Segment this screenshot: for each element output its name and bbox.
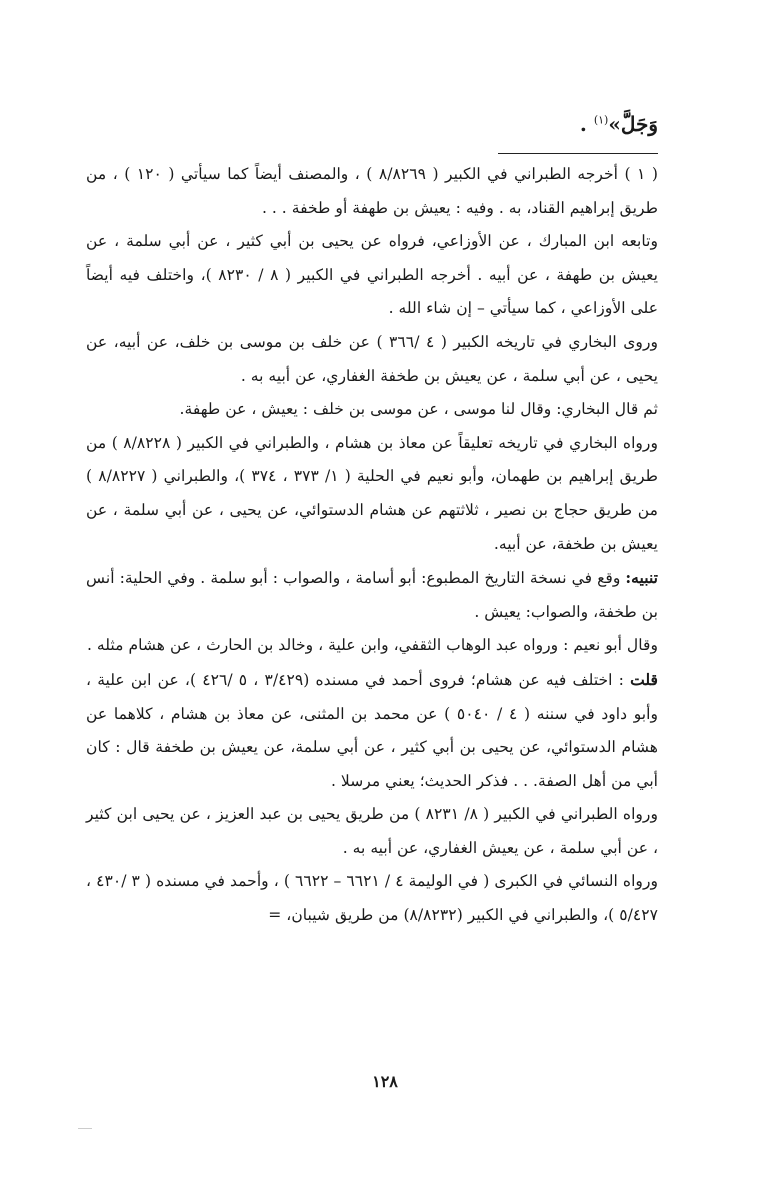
paragraph-lead: قلت — [630, 669, 659, 689]
paragraph-lead: تنبيه: — [625, 568, 658, 588]
footnote-paragraph — [86, 629, 658, 663]
footnote-paragraph — [86, 393, 658, 427]
paragraph-text: وقال أبو نعيم : ورواه عبد الوهاب الثقفي، وابن علية ، وخالد بن الحارث ، عن هشام مثله . — [87, 636, 658, 655]
footnote-separator — [498, 153, 658, 154]
paragraph-text: : اختلف فيه عن هشام؛ فروى أحمد في مسنده (٣/٤٢٩ ، ٥ /٤٢٦ )، عن ابن علية ، وأبو داود في سننه ( ٤ / ٥٠٤٠ ) عن محمد بن المثنى، عن معاذ بن هشام ، كلاهما عن هشام الدستوائي، عن يحيى بن أبي كثير ، عن أبي سلمة، عن يعيش بن طخفة قال : كان أبي من أهل الصفة. . . فذكر الحديث؛ يعني مرسلا . — [86, 670, 658, 790]
paragraph-text: ورواه الطبراني في الكبير ( ٨/ ٨٢٣١ ) من طريق يحيى بن عبد العزيز ، عن يحيى ابن كثير ، عن أبي سلمة ، عن يعيش الغفاري، عن أبيه به . — [86, 805, 658, 857]
paragraph-text: وروى البخاري في تاريخه الكبير ( ٤ /٣٦٦ ) عن خلف بن موسى بن خلف، عن أبيه، عن يحيى ، عن أبي سلمة ، عن يعيش بن طخفة الغفاري، عن أبيه به . — [86, 332, 659, 385]
footnote-paragraph — [86, 798, 658, 865]
footnote-paragraph — [86, 663, 658, 798]
main-text-end: . — [579, 112, 587, 136]
paragraph-text: ورواه النسائي في الكبرى ( في الوليمة ٤ / ٦٦٢١ – ٦٦٢٢ ) ، وأحمد في مسنده ( ٣ /٤٣٠ ، ٥/٤٢٧ )، والطبراني في الكبير (٨/٨٢٣٢) من طريق شيبان، = — [86, 872, 659, 925]
main-text-line — [580, 112, 658, 136]
paragraph-text: وقع في نسخة التاريخ المطبوع: أبو أسامة ، والصواب : أبو سلمة . وفي الحلية: أنس بن طخفة، والصواب: يعيش . — [86, 569, 658, 621]
paragraph-text: وتابعه ابن المبارك ، عن الأوزاعي، فرواه عن يحيى بن أبي كثير ، عن أبي سلمة ، عن يعيش بن طهفة ، عن أبيه . أخرجه الطبراني في الكبير ( ٨ / ٨٢٣٠ )، واختلف فيه أيضاً على الأوزاعي ، كما سيأتي – إن شاء الله . — [86, 232, 658, 318]
margin-mark — [78, 1128, 92, 1129]
main-text: وَجَلَّ» — [608, 112, 658, 136]
footnote-paragraph — [86, 326, 658, 393]
paragraph-text: ثم قال البخاري: وقال لنا موسى ، عن موسى بن خلف : يعيش ، عن طهفة. — [179, 400, 658, 419]
footnote-paragraph — [86, 427, 658, 561]
footnote-paragraph — [86, 158, 658, 225]
footnote-paragraph — [86, 865, 658, 932]
footnote-paragraph — [86, 225, 658, 326]
paragraph-text: ورواه البخاري في تاريخه تعليقاً عن معاذ بن هشام ، والطبراني في الكبير ( ٨/٨٢٢٨ ) من طريق إبراهيم بن طهمان، وأبو نعيم في الحلية ( ١/ ٣٧٣ ، ٣٧٤ )، والطبراني ( ٨/٨٢٢٧ ) من طريق حجاج بن نصير ، ثلاثتهم عن هشام الدستوائي، عن يحيى ، عن أبي سلمة ، عن يعيش بن طخفة، عن أبيه. — [86, 433, 658, 553]
page-number: ١٢٨ — [372, 1072, 398, 1091]
footnote-ref: (١) — [593, 113, 609, 127]
footnote-paragraph — [86, 561, 658, 629]
footnotes — [86, 158, 658, 933]
paragraph-text: ( ١ ) أخرجه الطبراني في الكبير ( ٨/٨٢٦٩ ) ، والمصنف أيضاً كما سيأتي ( ١٢٠ ) ، من طريق إبراهيم القناد، به . وفيه : يعيش بن طهفة أو طخفة . . . — [86, 165, 658, 217]
